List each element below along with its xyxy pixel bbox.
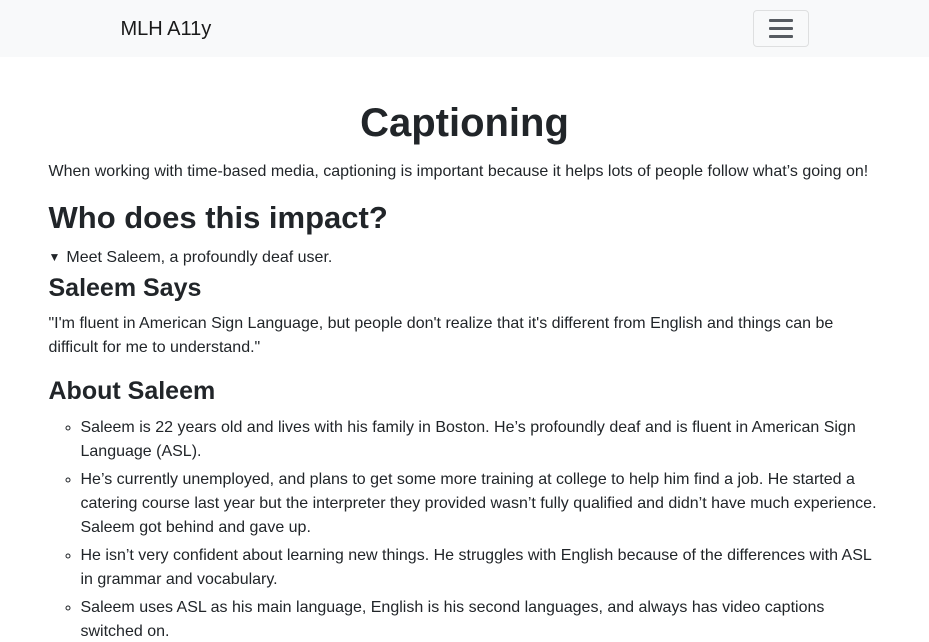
page-title: Captioning [360, 101, 569, 145]
navbar [0, 0, 929, 57]
disclosure-triangle-icon: ▼ [48, 250, 61, 265]
list-item: ◦ He isn’t very confident about learning new things. He struggles with English because of the differences with ASL in grammar and vocabulary. [81, 544, 881, 592]
persona-summary-label: Meet Saleem, a profoundly deaf user. [66, 249, 333, 267]
about-saleem-heading: About Saleem [48, 377, 216, 406]
persona-details [49, 245, 881, 642]
list-item: ◦ He’s currently unemployed, and plans to get some more training at college to help him find a job. He started a catering course last year but the interpreter they provided wasn’t fully qualified and didn’t have much experience. Saleem got behind and gave up. [81, 468, 881, 540]
navbar-container [105, 10, 825, 47]
about-saleem-list [49, 416, 881, 642]
navbar-toggler-button[interactable] [753, 10, 809, 47]
main-content [49, 57, 881, 642]
list-item: ◦ Saleem uses ASL as his main language, English is his second languages, and always has video captions switched on. [81, 596, 881, 642]
intro-text: When working with time-based media, captioning is important because it helps lots of people follow what’s going on! [48, 163, 869, 180]
list-item: ◦ Saleem is 22 years old and lives with his family in Boston. He’s profoundly deaf and is fluent in American Sign Language (ASL). [81, 416, 881, 464]
navbar-brand-link[interactable]: MLH A11y [120, 17, 212, 40]
hamburger-icon [769, 19, 793, 38]
saleem-says-heading: Saleem Says [48, 274, 202, 303]
saleem-quote: "I'm fluent in American Sign Language, but people don't realize that it's different from English and things can be difficult for me to understand." [48, 315, 834, 357]
persona-summary[interactable] [49, 245, 881, 270]
impact-heading: Who does this impact? [48, 200, 388, 235]
